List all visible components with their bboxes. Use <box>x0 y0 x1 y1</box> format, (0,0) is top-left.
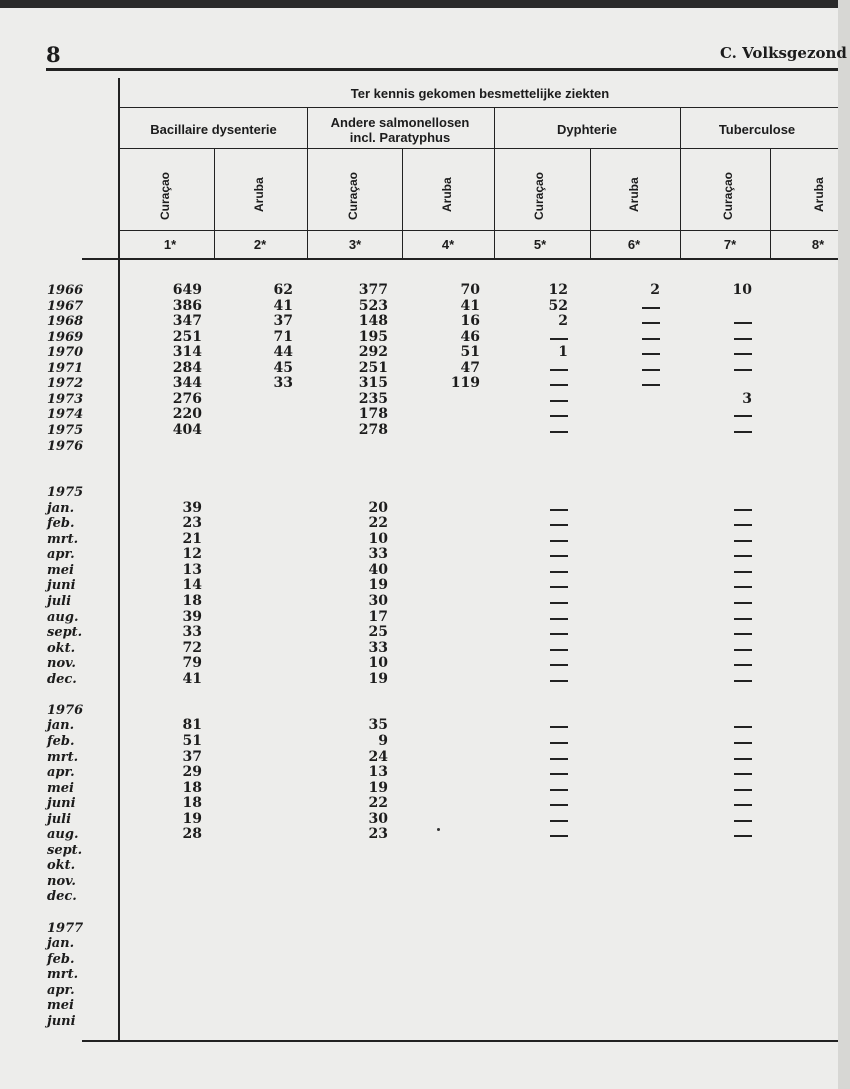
table-cell: 9 <box>378 732 388 749</box>
table-cell: 21 <box>182 530 202 547</box>
table-cell-dash <box>550 384 568 386</box>
row-label: 1974 <box>47 407 84 423</box>
table-cell: 1 <box>558 344 568 361</box>
row-label: juni <box>47 796 76 812</box>
column-number-7: 7* <box>723 237 737 252</box>
table-cell: 72 <box>182 639 202 656</box>
table-cell: 220 <box>172 406 202 423</box>
row-label: 1975 <box>47 422 84 438</box>
table-cell: 30 <box>368 593 388 609</box>
table-cell-dash <box>550 415 568 417</box>
table-cell-dash <box>550 369 568 371</box>
table-cell-dash <box>550 664 568 666</box>
table-cell: 404 <box>172 421 202 438</box>
table-cell: 33 <box>368 639 388 656</box>
table-cell-dash <box>550 804 568 806</box>
table-cell-dash <box>550 338 568 340</box>
table-cell: 81 <box>182 717 202 734</box>
subcolumn-aruba-3: Aruba <box>627 177 641 212</box>
row-label: 1973 <box>47 391 84 407</box>
table-cell: 10 <box>368 655 388 672</box>
table-cell-dash <box>642 384 660 386</box>
top-rule <box>46 68 838 71</box>
row-label: mei <box>47 562 74 578</box>
row-label: jan. <box>47 500 75 516</box>
table-cell: 41 <box>460 297 480 314</box>
table-cell-dash <box>550 571 568 573</box>
table-cell: 35 <box>368 717 388 734</box>
table-cell: 10 <box>732 282 752 298</box>
table-cell: 30 <box>368 810 388 827</box>
disease-heading-rule <box>120 148 838 149</box>
table-cell: 19 <box>368 779 388 796</box>
subcolumn-aruba-2: Aruba <box>440 177 454 212</box>
row-label: mrt. <box>47 967 79 983</box>
disease-heading-salmonellosen: Andere salmonellosen incl. Paratyphus <box>330 115 470 145</box>
page-right-edge <box>838 0 850 1089</box>
row-label: aug. <box>47 827 79 843</box>
table-cell-dash <box>550 618 568 620</box>
table-cell: 523 <box>358 297 388 314</box>
table-cell: 24 <box>368 748 388 765</box>
table-cell: 278 <box>358 421 388 438</box>
table-cell: 284 <box>172 359 202 376</box>
column-number-8: 8* <box>811 237 825 252</box>
row-label: sept. <box>47 842 83 858</box>
disease-divider-1 <box>307 108 308 258</box>
column-number-4: 4* <box>441 237 455 252</box>
table-cell: 39 <box>182 608 202 625</box>
table-cell-dash <box>550 649 568 651</box>
row-label: jan. <box>47 718 75 734</box>
table-cell-dash <box>550 555 568 557</box>
row-label: feb. <box>47 951 75 967</box>
table-cell: 13 <box>368 764 388 781</box>
disease-heading-dyphterie: Dyphterie <box>557 122 617 137</box>
table-cell: 377 <box>358 282 388 298</box>
table-cell-dash <box>550 509 568 511</box>
table-cell: 251 <box>172 328 202 345</box>
table-cell-dash <box>734 680 752 682</box>
table-cell: 47 <box>460 359 480 376</box>
table-cell: 315 <box>358 375 388 392</box>
table-cell: 347 <box>172 313 202 330</box>
table-cell: 40 <box>368 561 388 578</box>
subcolumn-aruba-4: Aruba <box>812 177 826 212</box>
table-cell: 23 <box>182 515 202 532</box>
group-heading-rule <box>120 107 838 108</box>
table-cell: 235 <box>358 390 388 407</box>
table-cell: 386 <box>172 297 202 314</box>
table-cell-dash <box>550 540 568 542</box>
table-cell: 25 <box>368 624 388 641</box>
table-cell: 71 <box>273 328 293 345</box>
table-cell-dash <box>550 633 568 635</box>
disease-divider-2 <box>494 108 495 258</box>
table-cell-dash <box>550 586 568 588</box>
row-label: okt. <box>47 640 76 656</box>
table-cell-dash <box>734 602 752 604</box>
table-cell-dash <box>734 618 752 620</box>
stub-divider <box>118 78 120 1040</box>
row-label: sept. <box>47 625 83 641</box>
row-label: 1971 <box>47 360 84 376</box>
table-cell: 10 <box>368 530 388 547</box>
table-cell: 14 <box>182 577 202 594</box>
section-title: C. Volksgezond <box>720 44 847 62</box>
table-cell: 52 <box>548 297 568 314</box>
table-cell-dash <box>734 664 752 666</box>
table-cell-dash <box>550 820 568 822</box>
row-label: juni <box>47 578 76 594</box>
column-number-5: 5* <box>533 237 547 252</box>
column-number-2: 2* <box>253 237 267 252</box>
table-cell-dash <box>550 524 568 526</box>
column-number-3: 3* <box>348 237 362 252</box>
table-cell-dash <box>550 789 568 791</box>
table-cell: 19 <box>368 577 388 594</box>
table-cell-dash <box>642 307 660 309</box>
page-number: 8 <box>46 42 61 67</box>
table-cell: 12 <box>548 282 568 298</box>
table-cell-dash <box>734 431 752 433</box>
row-label: apr. <box>47 547 75 563</box>
table-cell-dash <box>734 804 752 806</box>
column-number-1: 1* <box>163 237 177 252</box>
table-cell: 22 <box>368 515 388 532</box>
table-cell: 16 <box>460 313 480 330</box>
row-label: nov. <box>47 656 76 672</box>
table-cell-dash <box>734 509 752 511</box>
table-cell-dash <box>734 773 752 775</box>
table-cell-dash <box>734 649 752 651</box>
table-cell: 29 <box>182 764 202 781</box>
sub-divider-2 <box>402 148 403 258</box>
sub-divider-1 <box>214 148 215 258</box>
row-label: mei <box>47 998 74 1014</box>
table-cell: 2 <box>650 282 660 298</box>
table-cell: 148 <box>358 313 388 330</box>
table-cell-dash <box>734 742 752 744</box>
column-number-6: 6* <box>627 237 641 252</box>
table-cell: 649 <box>172 282 202 298</box>
sub-divider-3 <box>590 148 591 258</box>
table-cell-dash <box>642 338 660 340</box>
table-cell: 292 <box>358 344 388 361</box>
table-cell-dash <box>642 353 660 355</box>
table-cell: 2 <box>558 313 568 330</box>
table-cell: 39 <box>182 499 202 516</box>
table-cell: 37 <box>273 313 293 330</box>
table-cell: 22 <box>368 795 388 812</box>
table-cell-dash <box>734 524 752 526</box>
row-label: mrt. <box>47 531 79 547</box>
row-label: 1970 <box>47 345 84 361</box>
page-top-edge <box>0 0 850 8</box>
table-cell: 44 <box>273 344 293 361</box>
table-cell: 23 <box>368 826 388 843</box>
table-cell: 19 <box>368 670 388 687</box>
table-cell: 12 <box>182 546 202 563</box>
table-cell-dash <box>550 602 568 604</box>
table-cell-dash <box>734 789 752 791</box>
table-cell: 51 <box>460 344 480 361</box>
table-cell-dash <box>734 633 752 635</box>
row-label: 1967 <box>47 298 84 314</box>
table-cell: 51 <box>182 732 202 749</box>
table-cell-dash <box>734 338 752 340</box>
row-label: dec. <box>47 671 77 687</box>
table-cell: 20 <box>368 499 388 516</box>
table-cell: 37 <box>182 748 202 765</box>
table-cell-dash <box>550 742 568 744</box>
table-cell-dash <box>734 353 752 355</box>
row-label: juli <box>47 594 72 609</box>
table-cell: 195 <box>358 328 388 345</box>
table-cell: 62 <box>273 282 293 298</box>
table-cell: 13 <box>182 561 202 578</box>
row-label: 1976 <box>47 702 84 718</box>
table-cell-dash <box>642 322 660 324</box>
row-label: mrt. <box>47 749 79 765</box>
subcolumn-aruba-1: Aruba <box>252 177 266 212</box>
row-label: juni <box>47 1013 76 1029</box>
disease-heading-dysenterie: Bacillaire dysenterie <box>150 122 277 137</box>
table-cell: 3 <box>742 390 752 407</box>
table-cell: 17 <box>368 608 388 625</box>
table-cell-dash <box>734 586 752 588</box>
table-cell: 45 <box>273 359 293 376</box>
row-label: apr. <box>47 765 75 781</box>
table-cell-dash <box>550 400 568 402</box>
row-label: feb. <box>47 733 75 749</box>
table-cell-dash <box>734 555 752 557</box>
table-cell: 18 <box>182 593 202 609</box>
subcolumn-curacao-2: Curaçao <box>346 171 360 220</box>
table-cell-dash <box>734 322 752 324</box>
subcolumn-curacao-3: Curaçao <box>532 171 546 220</box>
table-cell-dash <box>734 540 752 542</box>
table-cell: 344 <box>172 375 202 392</box>
table-cell-dash <box>734 758 752 760</box>
group-heading: Ter kennis gekomen besmettelijke ziekten <box>350 86 610 101</box>
table-cell-dash <box>734 820 752 822</box>
table-cell: 41 <box>273 297 293 314</box>
header-bottom-rule <box>82 258 838 260</box>
row-label: aug. <box>47 609 79 625</box>
row-label: feb. <box>47 516 75 532</box>
table-cell: 119 <box>450 375 480 392</box>
table-cell: 33 <box>368 546 388 563</box>
table-cell: 18 <box>182 795 202 812</box>
row-label: jan. <box>47 936 75 952</box>
table-cell: 33 <box>182 624 202 641</box>
subcolumn-curacao-4: Curaçao <box>721 171 735 220</box>
row-label: apr. <box>47 982 75 998</box>
row-label: 1972 <box>47 376 84 392</box>
table-cell: 18 <box>182 779 202 796</box>
table-cell: 41 <box>182 670 202 687</box>
row-label: 1976 <box>47 438 84 454</box>
table-cell: 314 <box>172 344 202 361</box>
table-cell-dash <box>734 369 752 371</box>
table-cell: 178 <box>358 406 388 423</box>
row-label: dec. <box>47 889 77 905</box>
table-cell-dash <box>550 835 568 837</box>
row-label: okt. <box>47 858 76 874</box>
table-cell-dash <box>550 726 568 728</box>
bottom-rule <box>82 1040 838 1042</box>
row-label: 1975 <box>47 485 84 501</box>
table-cell-dash <box>550 758 568 760</box>
row-label: 1969 <box>47 329 84 345</box>
row-label: 1966 <box>47 283 84 298</box>
subcolumn-curacao-1: Curaçao <box>158 171 172 220</box>
row-label: juli <box>47 811 72 827</box>
subcolumn-rule <box>120 230 838 231</box>
row-label: 1977 <box>47 920 84 936</box>
table-cell-dash <box>550 773 568 775</box>
table-cell: 276 <box>172 390 202 407</box>
table-cell: 79 <box>182 655 202 672</box>
table-cell: 46 <box>460 328 480 345</box>
row-label: mei <box>47 780 74 796</box>
table-cell: 33 <box>273 375 293 392</box>
table-cell-dash <box>734 726 752 728</box>
table-cell-dash <box>734 571 752 573</box>
row-label: nov. <box>47 873 76 889</box>
table-cell: 251 <box>358 359 388 376</box>
print-speck <box>437 828 440 831</box>
row-label: 1968 <box>47 314 84 330</box>
disease-divider-3 <box>680 108 681 258</box>
sub-divider-4 <box>770 148 771 258</box>
table-cell-dash <box>734 415 752 417</box>
table-cell: 19 <box>182 810 202 827</box>
table-cell-dash <box>642 369 660 371</box>
table-cell-dash <box>550 680 568 682</box>
table-cell-dash <box>734 835 752 837</box>
table-cell: 28 <box>182 826 202 843</box>
table-cell: 70 <box>460 282 480 298</box>
disease-heading-tuberculose: Tuberculose <box>718 122 796 137</box>
table-cell-dash <box>550 431 568 433</box>
